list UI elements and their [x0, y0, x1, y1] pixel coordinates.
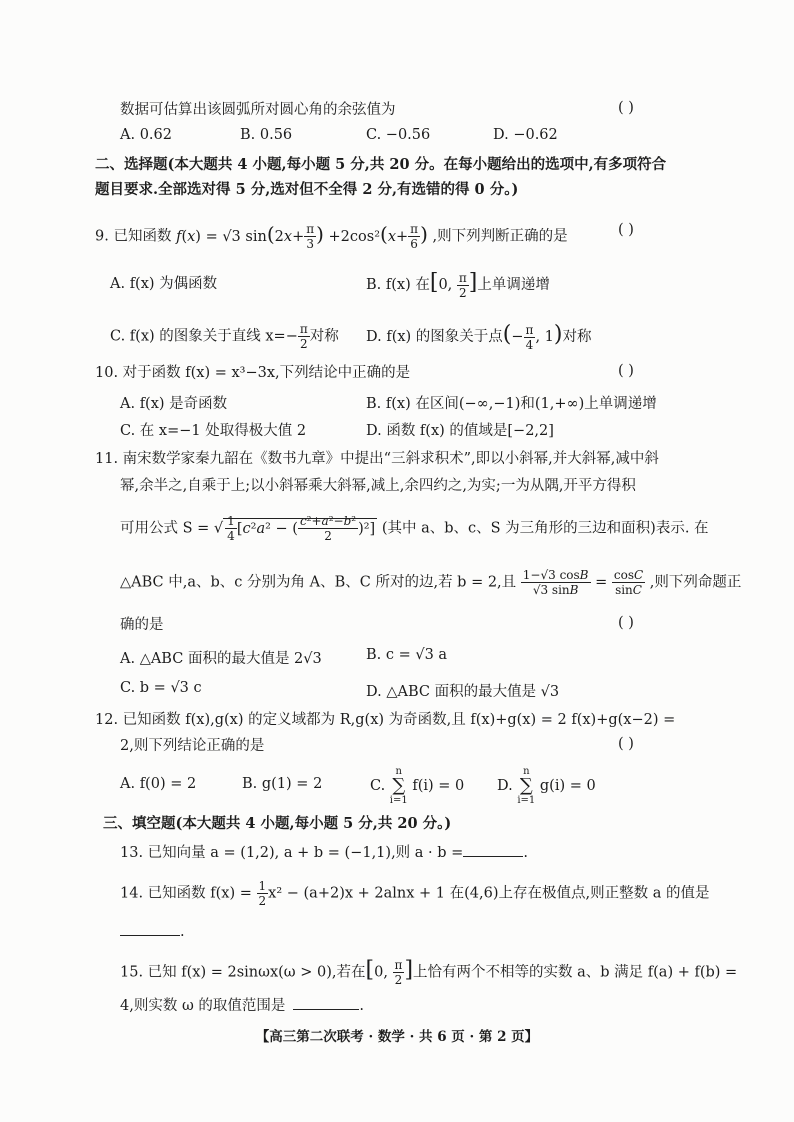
q13-answer-blank	[463, 856, 523, 857]
q9-stem: 9. 已知函数 f(x) = √3 sin(2x+ $\frac{\pi}{3}$ ) +2cos²(x+ $\frac{\pi}{6}$ ) ,则下列判断正确的是	[95, 221, 568, 251]
q14-line1: 14. 已知函数 f(x) = $\frac{1}{2}$ x² − (a+2)x + 2alnx + 1 在(4,6)上存在极值点,则正整数 a 的值是	[120, 879, 710, 908]
q8-option-a: A. 0.62	[120, 127, 172, 143]
q9-formula: f(x) = √3 sin(2x+ $\frac{\pi}{3}$ ) +2cos²(x+ $\frac{\pi}{6}$ )	[176, 221, 428, 251]
q11-option-d: D. △ABC 面积的最大值是 √3	[366, 684, 560, 700]
q9-option-c: C. f(x) 的图象关于直线 x=− $\frac{\pi}{2}$ 对称	[110, 322, 339, 351]
q11-option-a: A. △ABC 面积的最大值是 2√3	[120, 651, 322, 667]
q10-option-d: D. 函数 f(x) 的值域是[−2,2]	[366, 423, 554, 439]
q9-option-b: B. f(x) 在[0, $\frac{\pi}{2}$ ]上单调递增	[366, 270, 550, 300]
q9-paren: ( )	[618, 222, 634, 238]
q8-option-b: B. 0.56	[240, 127, 293, 143]
q12-option-c: C. n ∑ i=1 f(i) = 0	[370, 766, 465, 806]
q11-area-formula: √ $\frac{1}{4}$ [c²a² − ( $\frac{\text{c²+a²−b²}}{2}$ )²]	[213, 514, 376, 543]
q10-option-c: C. 在 x=−1 处取得极大值 2	[120, 423, 307, 439]
q15-answer-blank	[293, 1009, 359, 1010]
section3-heading: 三、填空题(本大题共 4 小题,每小题 5 分,共 20 分。)	[103, 815, 452, 832]
q12-option-a: A. f(0) = 2	[120, 776, 197, 792]
q10-paren: ( )	[618, 363, 634, 379]
q9-option-a: A. f(x) 为偶函数	[110, 276, 218, 292]
q12-option-b: B. g(1) = 2	[242, 776, 323, 792]
q12-option-d: D. n ∑ i=1 g(i) = 0	[497, 766, 596, 806]
q10-option-b: B. f(x) 在区间(−∞,−1)和(1,+∞)上单调递增	[366, 396, 657, 412]
q12-paren: ( )	[618, 736, 634, 752]
q13-line: 13. 已知向量 a = (1,2), a + b = (−1,1),则 a · b = .	[120, 845, 528, 861]
section2-heading-line2: 题目要求.全部选对得 5 分,选对但不全得 2 分,有选错的得 0 分。)	[95, 181, 519, 198]
q8-stem-tail: 数据可估算出该圆弧所对圆心角的余弦值为	[120, 102, 396, 118]
q8-option-c: C. −0.56	[366, 127, 431, 143]
q12-line1: 12. 已知函数 f(x),g(x) 的定义域都为 R,g(x) 为奇函数,且 f(x)+g(x) = 2 f(x)+g(x−2) =	[95, 712, 676, 728]
q11-paren: ( )	[618, 615, 634, 631]
q11-line2: 幂,余半之,自乘于上;以小斜幂乘大斜幂,减上,余四约之,为实;一为从隅,开平方得积	[120, 478, 636, 494]
q15-line2: 4,则实数 ω 的取值范围是 .	[120, 998, 364, 1014]
q12-line2: 2,则下列结论正确的是	[120, 738, 265, 754]
q8-paren: ( )	[618, 100, 634, 116]
q10-option-a: A. f(x) 是奇函数	[120, 396, 228, 412]
q11-line1: 11. 南宋数学家秦九韶在《数书九章》中提出“三斜求积术”,即以小斜幂,并大斜幂,减中斜	[95, 451, 659, 467]
q15-line1: 15. 已知 f(x) = 2sinωx(ω > 0),若在[0, $\frac{\pi}{2}$ ]上恰有两个不相等的实数 a、b 满足 f(a) + f(b) =	[120, 957, 738, 987]
q11-fraction-left: $\frac{1-√3 \cos B}{√3 \sin B}$	[522, 568, 589, 597]
page-footer: 【高三第二次联考 · 数学 · 共 6 页 · 第 2 页】	[255, 1029, 539, 1045]
q11-fraction-right: $\frac{\cos C}{\sin C}$	[613, 568, 644, 597]
q10-stem: 10. 对于函数 f(x) = x³−3x,下列结论中正确的是	[95, 365, 411, 381]
section2-heading-line1: 二、选择题(本大题共 4 小题,每小题 5 分,共 20 分。在每小题给出的选项中,有多项符合	[95, 156, 667, 173]
q8-option-d: D. −0.62	[493, 127, 558, 143]
q11-line4: △ABC 中,a、b、c 分别为角 A、B、C 所对的边,若 b = 2,且 $\frac{1-√3 \cos B}{√3 \sin B}$ = $\frac{\cos C}{\sin C}$ ,则下列命题正	[120, 568, 742, 597]
q11-line5: 确的是	[120, 617, 164, 633]
q9-option-d: D. f(x) 的图象关于点(− $\frac{\pi}{4}$ , 1)对称	[366, 322, 592, 352]
q14-line2: .	[120, 922, 185, 942]
q11-option-b: B. c = √3 a	[366, 647, 448, 663]
q14-answer-blank	[120, 935, 180, 936]
q11-option-c: C. b = √3 c	[120, 680, 202, 696]
q11-line3: 可用公式 S = √ $\frac{1}{4}$ [c²a² − ( $\frac{\text{c²+a²−b²}}{2}$ )²] (其中 a、b、c、S 为三角形的三边和面积)表示. 在	[120, 514, 709, 543]
